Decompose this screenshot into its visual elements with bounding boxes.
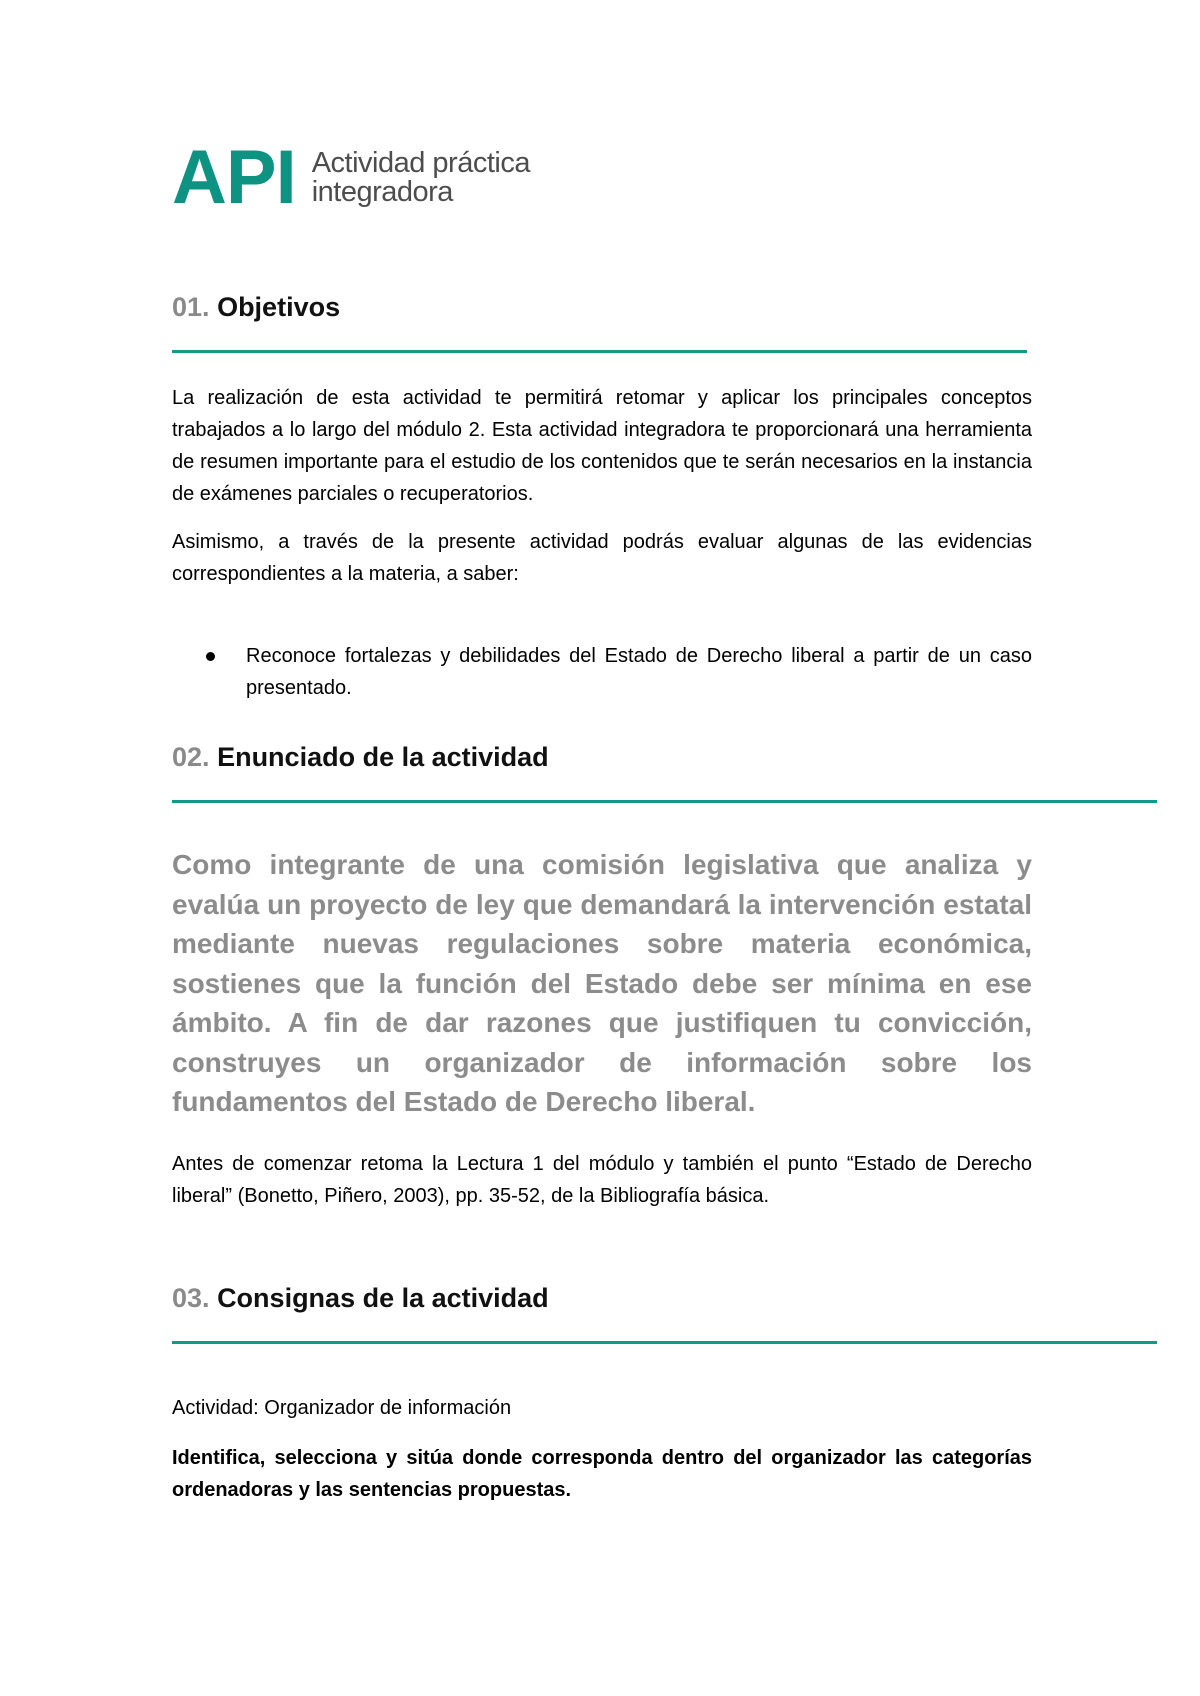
logo-mark: API	[172, 135, 296, 220]
enunciado-lead: Como integrante de una comisión legislativa que analiza y evalúa un proyecto de ley que demandará la intervención estatal mediante nuevas regulaciones sobre materia económica, sostienes que la función del Estado debe ser mínima en ese ámbito. A fin de dar razones que justifiquen tu convicción, construyes un organizador de información sobre los fundamentos del Estado de Derecho liberal.	[172, 849, 1032, 1117]
api-logo	[172, 135, 530, 220]
section-heading-enunciado	[172, 740, 549, 774]
activity-instruction: Identifica, selecciona y sitúa donde corresponda dentro del organizador las categorías ordenadoras y las sentencias propuestas.	[172, 1447, 1032, 1501]
section-number: 03.	[172, 1283, 210, 1313]
section-heading-objetivos	[172, 290, 340, 324]
activity-label: Actividad: Organizador de información	[172, 1397, 512, 1419]
logo-subtitle-line1: Actividad práctica	[311, 147, 530, 179]
objetivos-paragraph: La realización de esta actividad te permitirá retomar y aplicar los principales conceptos trabajados a lo largo del módulo 2. Esta actividad integradora te proporcionará una herramienta de resumen importante para el estudio de los contenidos que te serán necesarios en la instancia de exámenes parciales o recuperatorios.	[172, 387, 1032, 505]
section-number: 02.	[172, 742, 210, 772]
logo-subtitle	[312, 149, 530, 207]
section-divider	[172, 350, 1027, 353]
objetivos-paragraph: Asimismo, a través de la presente actividad podrás evaluar algunas de las evidencias correspondientes a la materia, a saber:	[172, 531, 1032, 585]
section-title: Consignas de la actividad	[217, 1283, 549, 1313]
enunciado-note: Antes de comenzar retoma la Lectura 1 del módulo y también el punto “Estado de Derecho liberal” (Bonetto, Piñero, 2003), pp. 35-52, de la Bibliografía básica.	[172, 1153, 1032, 1207]
list-item	[206, 640, 1032, 704]
bullet-icon	[206, 652, 215, 661]
list-item-text: Reconoce fortalezas y debilidades del Estado de Derecho liberal a partir de un caso presentado.	[246, 645, 1032, 699]
section-number: 01.	[172, 292, 210, 322]
section-title: Enunciado de la actividad	[217, 742, 549, 772]
section-title: Objetivos	[217, 292, 341, 322]
section-divider	[172, 1341, 1157, 1344]
section-heading-consignas	[172, 1281, 549, 1315]
logo-subtitle-line2: integradora	[311, 176, 453, 208]
section-divider	[172, 800, 1157, 803]
